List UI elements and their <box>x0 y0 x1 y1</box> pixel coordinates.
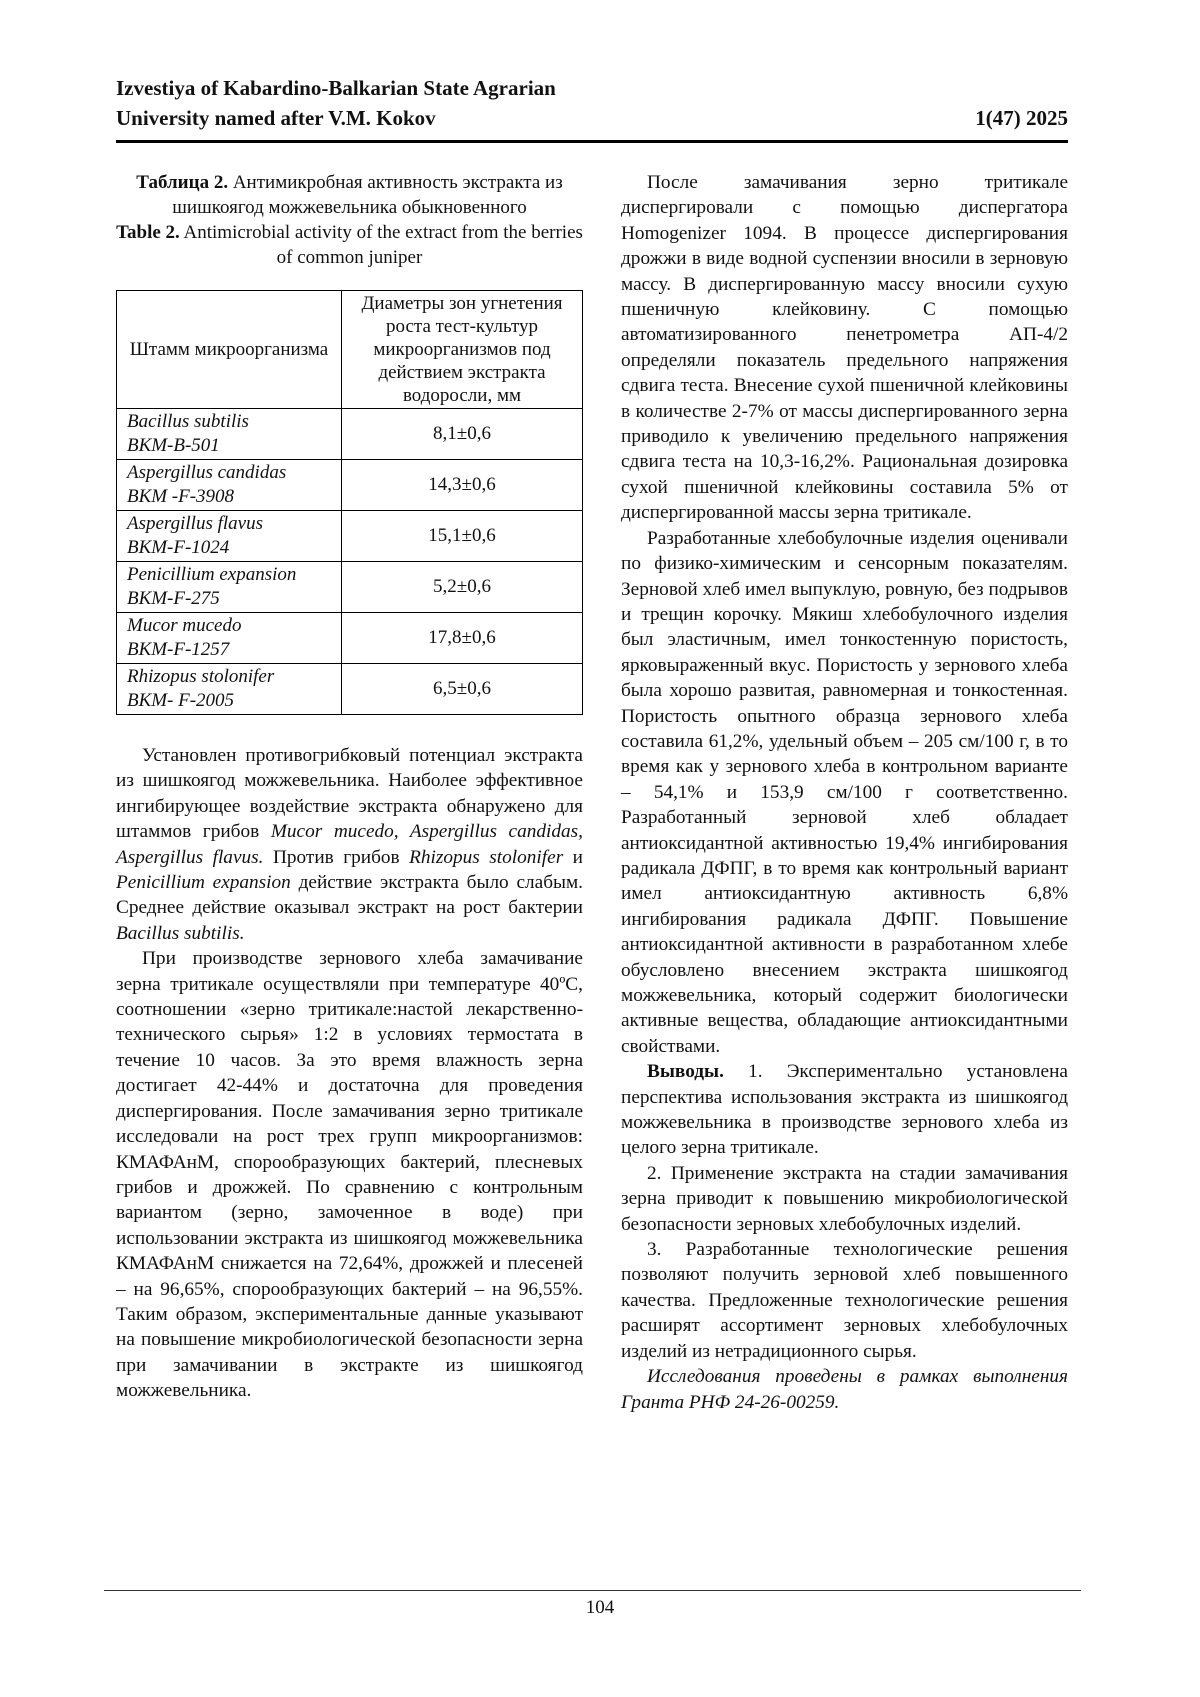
species-name: Bacillus subtilis. <box>116 922 245 944</box>
paragraph-conclusion-1 <box>621 1059 1068 1161</box>
journal-title-line2: University named after V.M. Kokov <box>116 106 436 130</box>
inhibition-value: 5,2±0,6 <box>342 562 583 613</box>
table-caption <box>116 170 583 270</box>
strain-name: Aspergillus candidas <box>127 462 287 483</box>
paragraph-soaking: При производстве зернового хлеба замачивание зерна тритикале осуществляли при температуре 40ºС, соотношении «зерно тритикале:настой лекарственно-технического сырья» 1:2 в условиях термостата в течение 10 часов. За это время влажность зерна достигает 42-44% и достаточна для проведения диспергирования. После замачивания зерно тритикале исследовали на рост трех групп микроорганизмов: КМАФАнМ, спорообразующих бактерий, плесневых грибов и дрожжей. По сравнению с контрольным вариантом (зерно, замоченное в воде) при использовании экстракта из шишкоягод можжевельника КМАФАнМ снижается на 72,64%, дрожжей и плесеней – на 96,65%, спорообразующих бактерий – на 96,55%. Таким образом, экспериментальные данные указывают на повышение микробиологической безопасности зерна при замачивании в экстракте из шишкоягод можжевельника. <box>116 948 583 1402</box>
table-caption-ru <box>116 170 583 220</box>
right-column <box>621 170 1068 1415</box>
paragraph-dispersion: После замачивания зерно тритикале диспергировали с помощью диспергатора Homogenizer 1094. В процессе диспергирования дрожжи в виде водной суспензии вносили в зерновую массу. В диспергированную массу вносили сухую пшеничную клейковину. С помощью автоматизированного пенетрометра АП-4/2 определяли показатель предельного напряжения сдвига теста. Внесение сухой пшеничной клейковины в количестве 2-7% от массы диспергированного зерна приводило к увеличению предельного напряжения сдвига теста на 10,3-16,2%. Рациональная дозировка сухой пшеничной клейковины составила 5% от диспергированной массы зерна тритикале. <box>621 172 1068 524</box>
strain-code: ВКМ- F-2005 <box>127 690 235 711</box>
acknowledgement: Исследования проведены в рамках выполнения Гранта РНФ 24-26-00259. <box>621 1366 1068 1413</box>
header-strain: Штамм микроорганизма <box>117 291 342 409</box>
strain-cell <box>117 613 342 664</box>
paragraph-antifungal <box>116 743 583 946</box>
strain-code: ВКМ-В-501 <box>127 435 220 456</box>
strain-name: Rhizopus stolonifer <box>127 666 275 687</box>
inhibition-value: 14,3±0,6 <box>342 460 583 511</box>
species-name: Penicillium expansion <box>116 872 291 894</box>
paragraph-evaluation: Разработанные хлебобулочные изделия оценивали по физико-химическим и сенсорным показателям. Зерновой хлеб имел выпуклую, ровную, без подрывов и трещин корочку. Мякиш хлебобулочного изделия был эластичным, имел тонкостенную пористость, ярковыраженный вкус. Пористость у зернового хлеба была хорошо развитая, равномерная и тонкостенная. Пористость опытного образца зернового хлеба составила 61,2%, удельный объем – 205 см/100 г, в то время как у зернового хлеба в контрольном варианте – 54,1% и 153,9 см/100 г соответственно. Разработанный зерновой хлеб обладает антиоксидантной активностью 19,4% ингибирования радикала ДФПГ, в то время как контрольный вариант имел антиоксидантную активность 6,8% ингибирования радикала ДФПГ. Повышение антиоксидантной активности в разработанном хлебе обусловлено внесением экстракта шишкоягод можжевельника, который содержит биологически активные вещества, обладающие антиоксидантными свойствами. <box>621 527 1068 1057</box>
page-number: 104 <box>585 1597 615 1618</box>
conclusion-1-text: 1. Экспериментально установлена перспектива использования экстракта из шишкоягод можжевельника в производстве зернового хлеба из целого зерна тритикале. <box>621 1061 1068 1159</box>
caption-en-text: Antimicrobial activity of the extract from the berries of common juniper <box>179 222 583 268</box>
strain-cell <box>117 562 342 613</box>
inhibition-value: 17,8±0,6 <box>342 613 583 664</box>
table-row <box>117 562 583 613</box>
running-header <box>116 73 1068 133</box>
text-run: Установлен противогрибковый потенциал экстракта из шишкоягод можжевельника. Наиболее эффективное ингибирующее воздействие экстракта обнаружено для штаммов грибов <box>116 745 583 843</box>
paragraph-conclusion-3: 3. Разработанные технологические решения позволяют получить зерновой хлеб повышенного качества. Предложенные технологические решения расширят ассортимент зерновых хлебобулочных изделий из нетрадиционного сырья. <box>621 1239 1068 1362</box>
issue-number: 1(47) 2025 <box>975 106 1068 130</box>
table-row <box>117 664 583 715</box>
header-inhibition-zone: Диаметры зон угнетения роста тест-культур микроорганизмов под действием экстракта водоросли, мм <box>342 291 583 409</box>
species-names: Mucor mucedo, Aspergillus candidas, Aspergillus flavus. <box>116 821 583 868</box>
strain-cell <box>117 460 342 511</box>
strain-code: ВКМ -F-3908 <box>127 486 235 507</box>
header-divider <box>116 140 1068 143</box>
strain-name: Penicillium expansion <box>127 564 297 585</box>
strain-cell <box>117 409 342 460</box>
inhibition-value: 6,5±0,6 <box>342 664 583 715</box>
strain-code: ВКМ-F-1257 <box>127 639 230 660</box>
table-row <box>117 511 583 562</box>
caption-ru-label: Таблица 2. <box>136 172 229 193</box>
antimicrobial-table <box>116 290 583 715</box>
caption-en-label: Table 2. <box>116 222 180 243</box>
strain-cell <box>117 664 342 715</box>
footer-divider <box>104 1590 1081 1591</box>
caption-ru-text: Антимикробная активность экстракта из шишкоягод можжевельника обыкновенного <box>172 172 563 218</box>
table-row <box>117 409 583 460</box>
strain-name: Bacillus subtilis <box>127 411 249 432</box>
inhibition-value: 15,1±0,6 <box>342 511 583 562</box>
paragraph-conclusion-2: 2. Применение экстракта на стадии замачивания зерна приводит к повышению микробиологической безопасности зерновых хлебобулочных изделий. <box>621 1162 1068 1235</box>
table-row <box>117 613 583 664</box>
strain-cell <box>117 511 342 562</box>
inhibition-value: 8,1±0,6 <box>342 409 583 460</box>
text-run: и <box>563 846 583 868</box>
journal-title-line1: Izvestiya of Kabardino-Balkarian State Agrarian <box>116 76 556 100</box>
strain-name: Aspergillus flavus <box>127 513 263 534</box>
conclusions-label: Выводы. <box>647 1061 724 1083</box>
table-row <box>117 460 583 511</box>
left-column <box>116 170 583 1404</box>
strain-name: Mucor mucedo <box>127 615 242 636</box>
strain-code: ВКМ-F-1024 <box>127 537 230 558</box>
table-header-row <box>117 291 583 409</box>
table-caption-en <box>116 220 583 270</box>
text-run: действие экстракта было слабым. Среднее действие оказывал экстракт на рост бактерии <box>116 872 583 919</box>
species-name: Rhizopus stolonifer <box>409 846 564 868</box>
strain-code: ВКМ-F-275 <box>127 588 220 609</box>
text-run: Против грибов <box>263 846 410 868</box>
